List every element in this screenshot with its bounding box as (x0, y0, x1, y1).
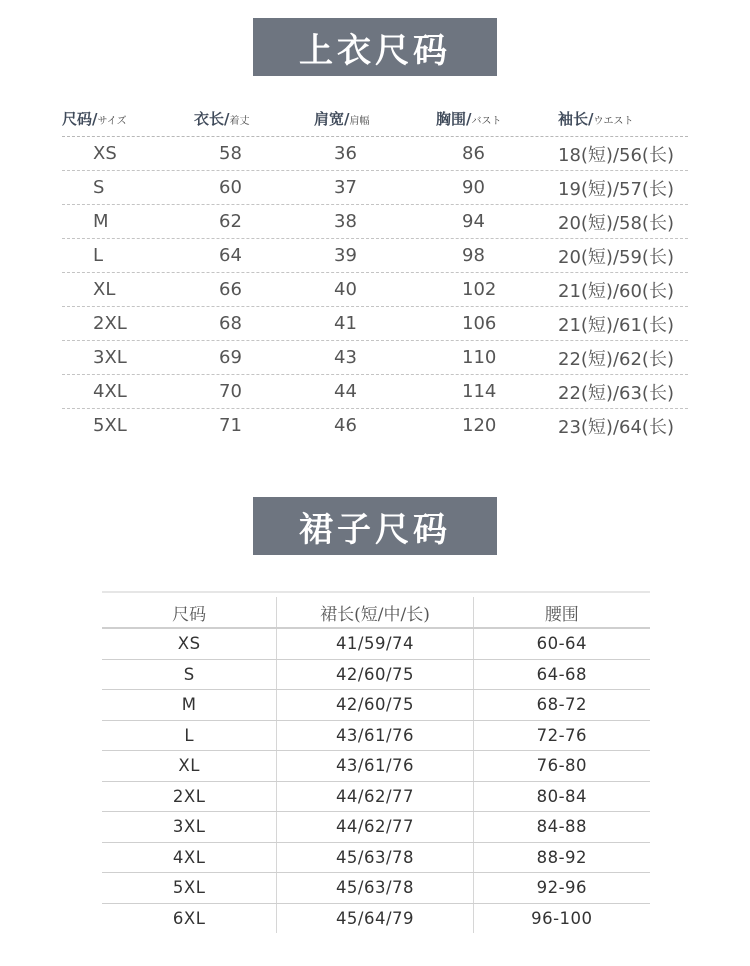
bust-cell: 120 (462, 415, 497, 436)
skirt-size-cell: 6XL (172, 908, 206, 928)
size-cell: 2XL (93, 313, 127, 334)
top-size-chart-title: 上衣尺码 (253, 18, 497, 76)
size-cell: M (93, 211, 109, 232)
skirt-size-cell: 3XL (172, 817, 206, 837)
skirt-length-cell: 43/61/76 (276, 721, 473, 751)
skirt-size-cell: 5XL (172, 878, 206, 898)
table-row (102, 782, 650, 813)
skirt-waist-cell: 92-96 (536, 878, 588, 898)
bust-cell: 110 (462, 347, 497, 368)
size-cell: L (93, 245, 104, 266)
shoulder-cell: 37 (334, 177, 357, 198)
bust-cell: 86 (462, 143, 485, 164)
sleeve-cell: 21(短)/60(长) (558, 280, 674, 302)
sleeve-cell: 18(短)/56(长) (558, 144, 674, 166)
header-shoulder: 肩宽/肩幅 (314, 109, 370, 128)
table-row (102, 690, 650, 721)
bust-cell: 94 (462, 211, 485, 232)
skirt-table-body (102, 629, 650, 933)
table-row (62, 307, 688, 341)
length-cell: 64 (219, 245, 242, 266)
table-row (62, 137, 688, 171)
skirt-size-cell: M (181, 695, 197, 715)
size-cell: S (93, 177, 105, 198)
sleeve-cell: 23(短)/64(长) (558, 416, 674, 438)
skirt-waist-cell: 96-100 (531, 908, 593, 928)
skirt-size-cell: XL (178, 756, 200, 776)
shoulder-cell: 36 (334, 143, 357, 164)
table-row (62, 375, 688, 409)
table-row (102, 629, 650, 660)
length-cell: 70 (219, 381, 242, 402)
table-row (102, 751, 650, 782)
skirt-size-cell: S (183, 664, 195, 684)
table-row (102, 904, 650, 934)
header-sleeve: 袖长/ウエスト (558, 109, 634, 128)
header-size: 尺码/サイズ (62, 109, 127, 128)
skirt-length-cell: 44/62/77 (276, 782, 473, 812)
length-cell: 71 (219, 415, 242, 436)
bust-cell: 90 (462, 177, 485, 198)
skirt-length-cell: 45/64/79 (276, 904, 473, 934)
shoulder-cell: 43 (334, 347, 357, 368)
sleeve-cell: 22(短)/63(长) (558, 382, 674, 404)
skirt-size-cell: XS (177, 634, 201, 654)
skirt-waist-cell: 80-84 (536, 786, 588, 806)
shoulder-cell: 46 (334, 415, 357, 436)
table-row (102, 873, 650, 904)
length-cell: 66 (219, 279, 242, 300)
table-row (62, 171, 688, 205)
sleeve-cell: 21(短)/61(长) (558, 314, 674, 336)
skirt-length-cell: 43/61/76 (276, 751, 473, 781)
skirt-length-cell: 44/62/77 (276, 812, 473, 842)
skirt-size-cell: 4XL (172, 847, 206, 867)
length-cell: 60 (219, 177, 242, 198)
table-row (102, 812, 650, 843)
skirt-header-size: 尺码 (172, 604, 207, 625)
table-row (102, 660, 650, 691)
skirt-length-cell: 42/60/75 (276, 690, 473, 720)
size-cell: 4XL (93, 381, 127, 402)
skirt-size-chart-title: 裙子尺码 (253, 497, 497, 555)
table-row (62, 205, 688, 239)
table-row (62, 409, 688, 442)
skirt-waist-cell: 64-68 (536, 664, 588, 684)
sleeve-cell: 20(短)/58(长) (558, 212, 674, 234)
size-cell: 3XL (93, 347, 127, 368)
shoulder-cell: 44 (334, 381, 357, 402)
table-row (102, 721, 650, 752)
shoulder-cell: 39 (334, 245, 357, 266)
skirt-waist-cell: 72-76 (536, 725, 588, 745)
sleeve-cell: 22(短)/62(长) (558, 348, 674, 370)
skirt-length-cell: 42/60/75 (276, 660, 473, 690)
header-bust: 胸围/バスト (436, 109, 502, 128)
length-cell: 68 (219, 313, 242, 334)
top-table-body (62, 137, 688, 442)
table-row (102, 843, 650, 874)
skirt-waist-cell: 84-88 (536, 817, 588, 837)
shoulder-cell: 41 (334, 313, 357, 334)
size-cell: XS (93, 143, 117, 164)
length-cell: 69 (219, 347, 242, 368)
table-row (62, 273, 688, 307)
skirt-length-cell: 41/59/74 (276, 629, 473, 659)
top-table-header (62, 100, 688, 137)
skirt-size-cell: L (184, 725, 195, 745)
skirt-waist-cell: 68-72 (536, 695, 588, 715)
shoulder-cell: 38 (334, 211, 357, 232)
bust-cell: 98 (462, 245, 485, 266)
size-cell: XL (93, 279, 116, 300)
skirt-table-header (102, 597, 650, 629)
bust-cell: 114 (462, 381, 497, 402)
skirt-size-table (102, 597, 650, 933)
sleeve-cell: 19(短)/57(长) (558, 178, 674, 200)
header-length: 衣长/着丈 (194, 109, 250, 128)
skirt-header-length: 裙长(短/中/长) (276, 597, 473, 627)
sleeve-cell: 20(短)/59(长) (558, 246, 674, 268)
bust-cell: 102 (462, 279, 497, 300)
skirt-length-cell: 45/63/78 (276, 843, 473, 873)
table-row (62, 239, 688, 273)
top-size-table (62, 100, 688, 442)
skirt-size-cell: 2XL (172, 786, 206, 806)
skirt-waist-cell: 88-92 (536, 847, 588, 867)
skirt-waist-cell: 76-80 (536, 756, 588, 776)
skirt-waist-cell: 60-64 (536, 634, 588, 654)
length-cell: 62 (219, 211, 242, 232)
size-cell: 5XL (93, 415, 127, 436)
shoulder-cell: 40 (334, 279, 357, 300)
skirt-header-waist: 腰围 (544, 604, 579, 625)
bust-cell: 106 (462, 313, 497, 334)
skirt-length-cell: 45/63/78 (276, 873, 473, 903)
table-row (62, 341, 688, 375)
length-cell: 58 (219, 143, 242, 164)
